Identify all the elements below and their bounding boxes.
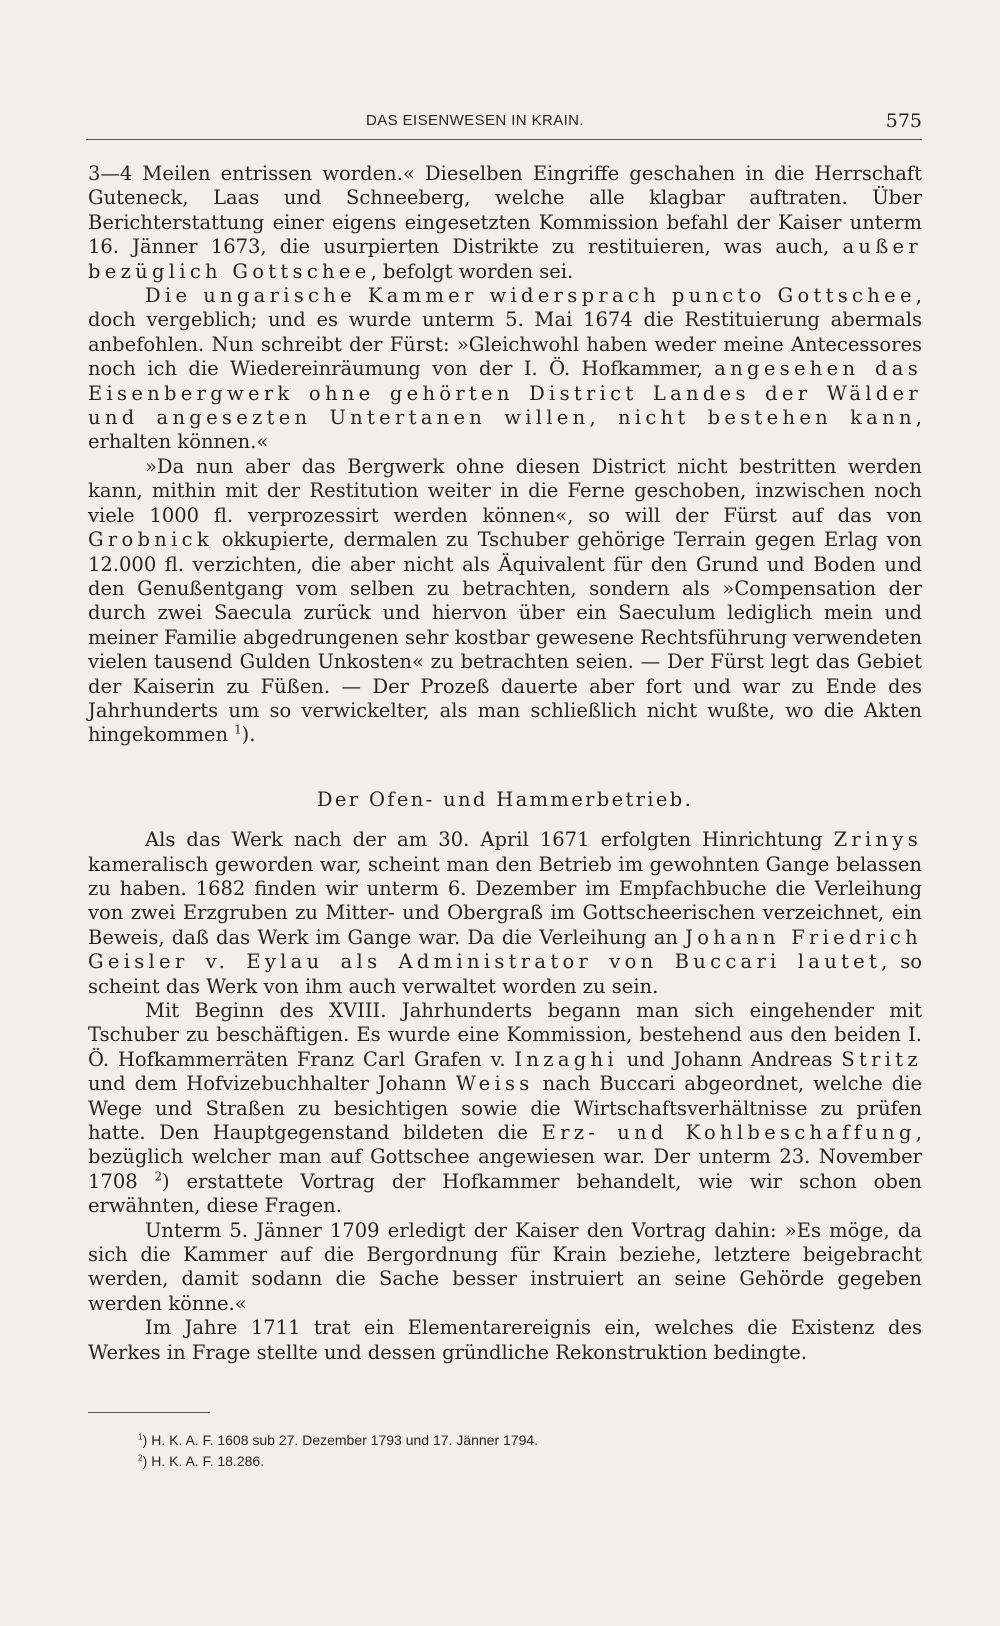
- footnote: [138, 1430, 918, 1451]
- text-run: Mit Beginn des XVIII. Jahrhunderts begann man sich eingehender mit Tschuber zu beschäftigen. Es wurde eine Kommission, bestehend aus den beiden I. Ö. Hofkammerräten Franz Carl Grafen v.: [88, 999, 922, 1071]
- running-title: DAS EISENWESEN IN KRAIN.: [366, 112, 584, 129]
- spaced-text: Die ungarische Kammer widersprach puncto Gottschee: [145, 284, 916, 308]
- text-run: okkupierte, dermalen zu Tschuber gehörige Terrain gegen Erlag von 12.000 fl. verzichten, die aber nicht als Äquivalent für den Grund und Boden und den Genußentgang vom selben zu betrachten, sondern als »Compensation der durch zwei Saecula zurück und hiervon über ein Saeculum lediglich mein und meiner Familie abgedrungenen sehr kostbar gewesene Rechtsführung verwendeten vielen tausend Gulden Unkosten« zu betrachten seien. — Der Fürst legt das Gebiet der Kaiserin zu Füßen. — Der Prozeß dauerte aber fort und war zu Ende des Jahrhunderts um so verwickelter, als man schließlich nicht wußte, wo die Akten hingekommen: [88, 528, 922, 747]
- spaced-text: Inzaghi: [514, 1047, 618, 1071]
- text-run: kameralisch geworden war, scheint man den Betrieb im gewohnten Gange belassen zu haben. 1682 finden wir unterm 6. Dezember im Empfachbuche die Verleihung von zwei Erzgruben zu Mitter- und Obergraß im Gottscheerischen verzeichnet, ein Beweis, daß das Werk im Gange war. Da die Verleihung an: [88, 852, 922, 949]
- footnote-mark: 1: [138, 1431, 143, 1442]
- footnote: [138, 1451, 918, 1472]
- text-run: und dem Hofvizebuchhalter Johann: [88, 1072, 456, 1096]
- text-run: nach Buccari abgeordnet, welche die Wege und Straßen zu besichtigen sowie die Wirtschaftsverhältnisse zu prüfen hatte. Den Hauptgegenstand bildeten die: [88, 1072, 922, 1145]
- paragraph: [88, 1219, 922, 1317]
- spaced-text: Erz- und Kohlbeschaffung: [541, 1121, 916, 1145]
- paragraph: [88, 999, 922, 1219]
- text-run: und Johann Andreas: [617, 1047, 842, 1071]
- running-header: [86, 112, 922, 138]
- spaced-text: Weiss: [455, 1072, 534, 1096]
- spaced-text: Grobnick: [88, 528, 213, 552]
- footnote-divider: [88, 1412, 210, 1413]
- text-run: »Da nun aber das Bergwerk ohne diesen District nicht bestritten werden kann, mithin mit der Restitution weiter in die Ferne geschoben, inzwischen noch viele 1000 fl. verprozessirt werden können«, so will der Fürst auf das von: [88, 454, 922, 527]
- spaced-text: angesehen das Eisenbergwerk ohne gehörten District Landes der Wälder und angesezten Untertanen willen, nicht bestehen kann: [88, 357, 923, 430]
- footnote-reference: 1: [234, 722, 242, 737]
- text-run: , so scheint das Werk von ihm auch verwaltet worden zu sein.: [88, 950, 922, 998]
- paragraph: [88, 455, 922, 748]
- text-run: Unterm 5. Jänner 1709 erledigt der Kaiser den Vortrag dahin: »Es möge, da sich die Kammer auf die Bergordnung für Krain beziehe, letztere beigebracht werden, damit sodann die Sache besser instruiert an seine Gehörde gegeben werden könne.«: [88, 1218, 922, 1315]
- spaced-text: außer bezüglich Gottschee: [88, 235, 922, 283]
- spaced-text: Zrinys: [833, 828, 922, 852]
- spaced-text: Johann Friedrich Geisler v. Eylau als Administrator von Buccari lautet: [88, 925, 922, 974]
- text-run: ).: [241, 723, 256, 747]
- text-run: , bezüglich welcher man auf Gottschee angewiesen war. Der unterm 23. November 1708: [88, 1121, 922, 1193]
- text-run: ) erstattete Vortrag der Hofkammer behandelt, wie wir schon oben erwähnten, diese Fragen.: [88, 1169, 922, 1218]
- page-number: 575: [885, 110, 922, 132]
- text-run: 3—4 Meilen entrissen worden.« Dieselben Eingriffe geschahen in die Herrschaft Guteneck, Laas und Schneeberg, welche alle klagbar auftraten. Über Berichterstattung einer eigens eingesetzten Kommission befahl der Kaiser unterm 16. Jänner 1673, die usurpierten Distrikte zu restituieren, was auch,: [88, 162, 922, 259]
- text-run: , doch vergeblich; und es wurde unterm 5. Mai 1674 die Restituierung abermals anbefohlen. Nun schreibt der Fürst: »Gleichwohl haben weder meine Antecessores noch ich die Wiedereinräumung von der I. Ö. Hofkammer,: [88, 284, 922, 381]
- footnotes: [138, 1430, 918, 1472]
- paragraph: [88, 162, 922, 284]
- text-run: Als das Werk nach der am 30. April 1671 erfolgten Hinrichtung: [145, 828, 834, 852]
- footnote-text: ) H. K. A. F. 1608 sub 27. Dezember 1793 und 17. Jänner 1794.: [142, 1432, 539, 1448]
- text-run: Im Jahre 1711 trat ein Elementarereignis ein, welches die Existenz des Werkes in Frage stellte und dessen gründliche Rekonstruktion bedingte.: [88, 1316, 922, 1364]
- paragraph: [88, 1316, 922, 1365]
- text-run: , erhalten können.«: [88, 406, 922, 454]
- body-text: [88, 162, 922, 1365]
- footnote-mark: 2: [138, 1452, 143, 1463]
- footnote-text: ) H. K. A. F. 18.286.: [142, 1453, 265, 1469]
- header-divider: [86, 139, 922, 140]
- paragraph: [88, 828, 922, 999]
- spaced-text: Stritz: [841, 1047, 922, 1071]
- footnote-reference: 2: [154, 1169, 162, 1184]
- paragraph: [88, 284, 922, 455]
- text-run: , befolgt worden sei.: [370, 259, 574, 283]
- section-heading: Der Ofen- und Hammerbetrieb.: [316, 787, 694, 811]
